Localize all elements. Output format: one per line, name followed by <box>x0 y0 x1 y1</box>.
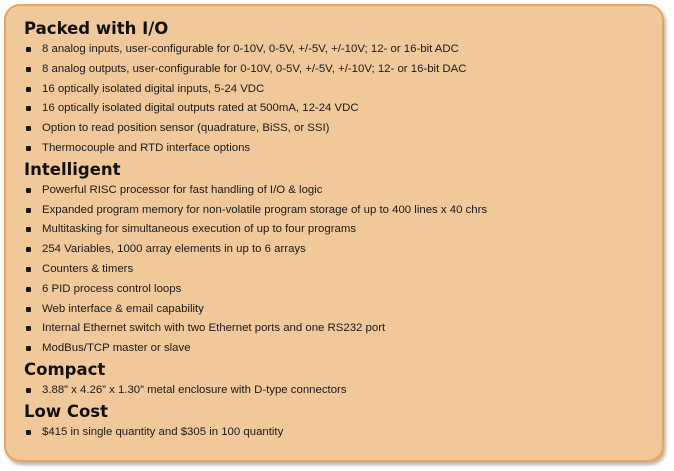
list-item-text: Web interface & email capability <box>42 302 204 315</box>
list-item <box>24 220 652 240</box>
list-item-text: 8 analog outputs, user-configurable for 0-10V, 0-5V, +/-5V, +/-10V; 12- or 16-bit DAC <box>42 62 467 75</box>
bullet-icon <box>26 106 31 111</box>
list-item-text: Counters & timers <box>42 262 134 275</box>
bullet-icon <box>26 326 31 331</box>
list-item <box>24 139 652 159</box>
bullet-icon <box>26 67 31 72</box>
list-item-text: 254 Variables, 1000 array elements in up to 6 arrays <box>42 243 306 256</box>
bullet-icon <box>26 307 31 312</box>
list-item-text: Option to read position sensor (quadrature, BiSS, or SSI) <box>42 122 330 135</box>
list-item <box>24 99 652 119</box>
list-item <box>24 300 652 320</box>
bullet-icon <box>26 287 31 292</box>
bullet-icon <box>26 126 31 131</box>
list-item-text: 6 PID process control loops <box>42 282 182 295</box>
list-item <box>24 319 652 339</box>
list-item <box>24 201 652 221</box>
list-item <box>24 40 652 60</box>
list-item <box>24 423 652 443</box>
low-cost-feature-list <box>24 423 652 443</box>
bullet-icon <box>26 227 31 232</box>
list-item-text: 16 optically isolated digital inputs, 5-24 VDC <box>42 82 265 95</box>
list-item-text: 3.88” x 4.26” x 1.30” metal enclosure with D-type connectors <box>42 383 347 396</box>
section-title-io: Packed with I/O <box>24 19 169 38</box>
bullet-icon <box>26 47 31 52</box>
list-item <box>24 80 652 100</box>
bullet-icon <box>26 87 31 92</box>
list-item <box>24 381 652 401</box>
list-item-text: 16 optically isolated digital outputs rated at 500mA, 12-24 VDC <box>42 102 359 115</box>
io-feature-list <box>24 40 652 159</box>
bullet-icon <box>26 267 31 272</box>
list-item-text: Internal Ethernet switch with two Ethernet ports and one RS232 port <box>42 322 386 335</box>
bullet-icon <box>26 346 31 351</box>
list-item <box>24 339 652 359</box>
list-item <box>24 119 652 139</box>
bullet-icon <box>26 388 31 393</box>
list-item-text: Multitasking for simultaneous execution of up to four programs <box>42 223 357 236</box>
bullet-icon <box>26 208 31 213</box>
list-item-text: Powerful RISC processor for fast handling of I/O & logic <box>42 183 323 196</box>
list-item-text: 8 analog inputs, user-configurable for 0-10V, 0-5V, +/-5V, +/-10V; 12- or 16-bit ADC <box>42 43 459 55</box>
list-item <box>24 181 652 201</box>
list-item <box>24 60 652 80</box>
section-title-compact: Compact <box>24 359 106 379</box>
compact-feature-list <box>24 381 652 401</box>
intelligent-feature-list <box>24 181 652 359</box>
list-item-text: Thermocouple and RTD interface options <box>42 141 251 154</box>
bullet-icon <box>26 247 31 252</box>
section-title-low-cost: Low Cost <box>24 401 108 421</box>
list-item-text: $415 in single quantity and $305 in 100 quantity <box>42 425 284 438</box>
list-item <box>24 240 652 260</box>
section-title-intelligent: Intelligent <box>24 159 121 179</box>
list-item-text: Expanded program memory for non-volatile program storage of up to 400 lines x 40 chrs <box>42 203 488 216</box>
list-item <box>24 260 652 280</box>
bullet-icon <box>26 146 31 151</box>
bullet-icon <box>26 188 31 193</box>
list-item-text: ModBus/TCP master or slave <box>42 342 191 355</box>
feature-card <box>4 4 664 462</box>
bullet-icon <box>26 430 31 435</box>
list-item <box>24 280 652 300</box>
